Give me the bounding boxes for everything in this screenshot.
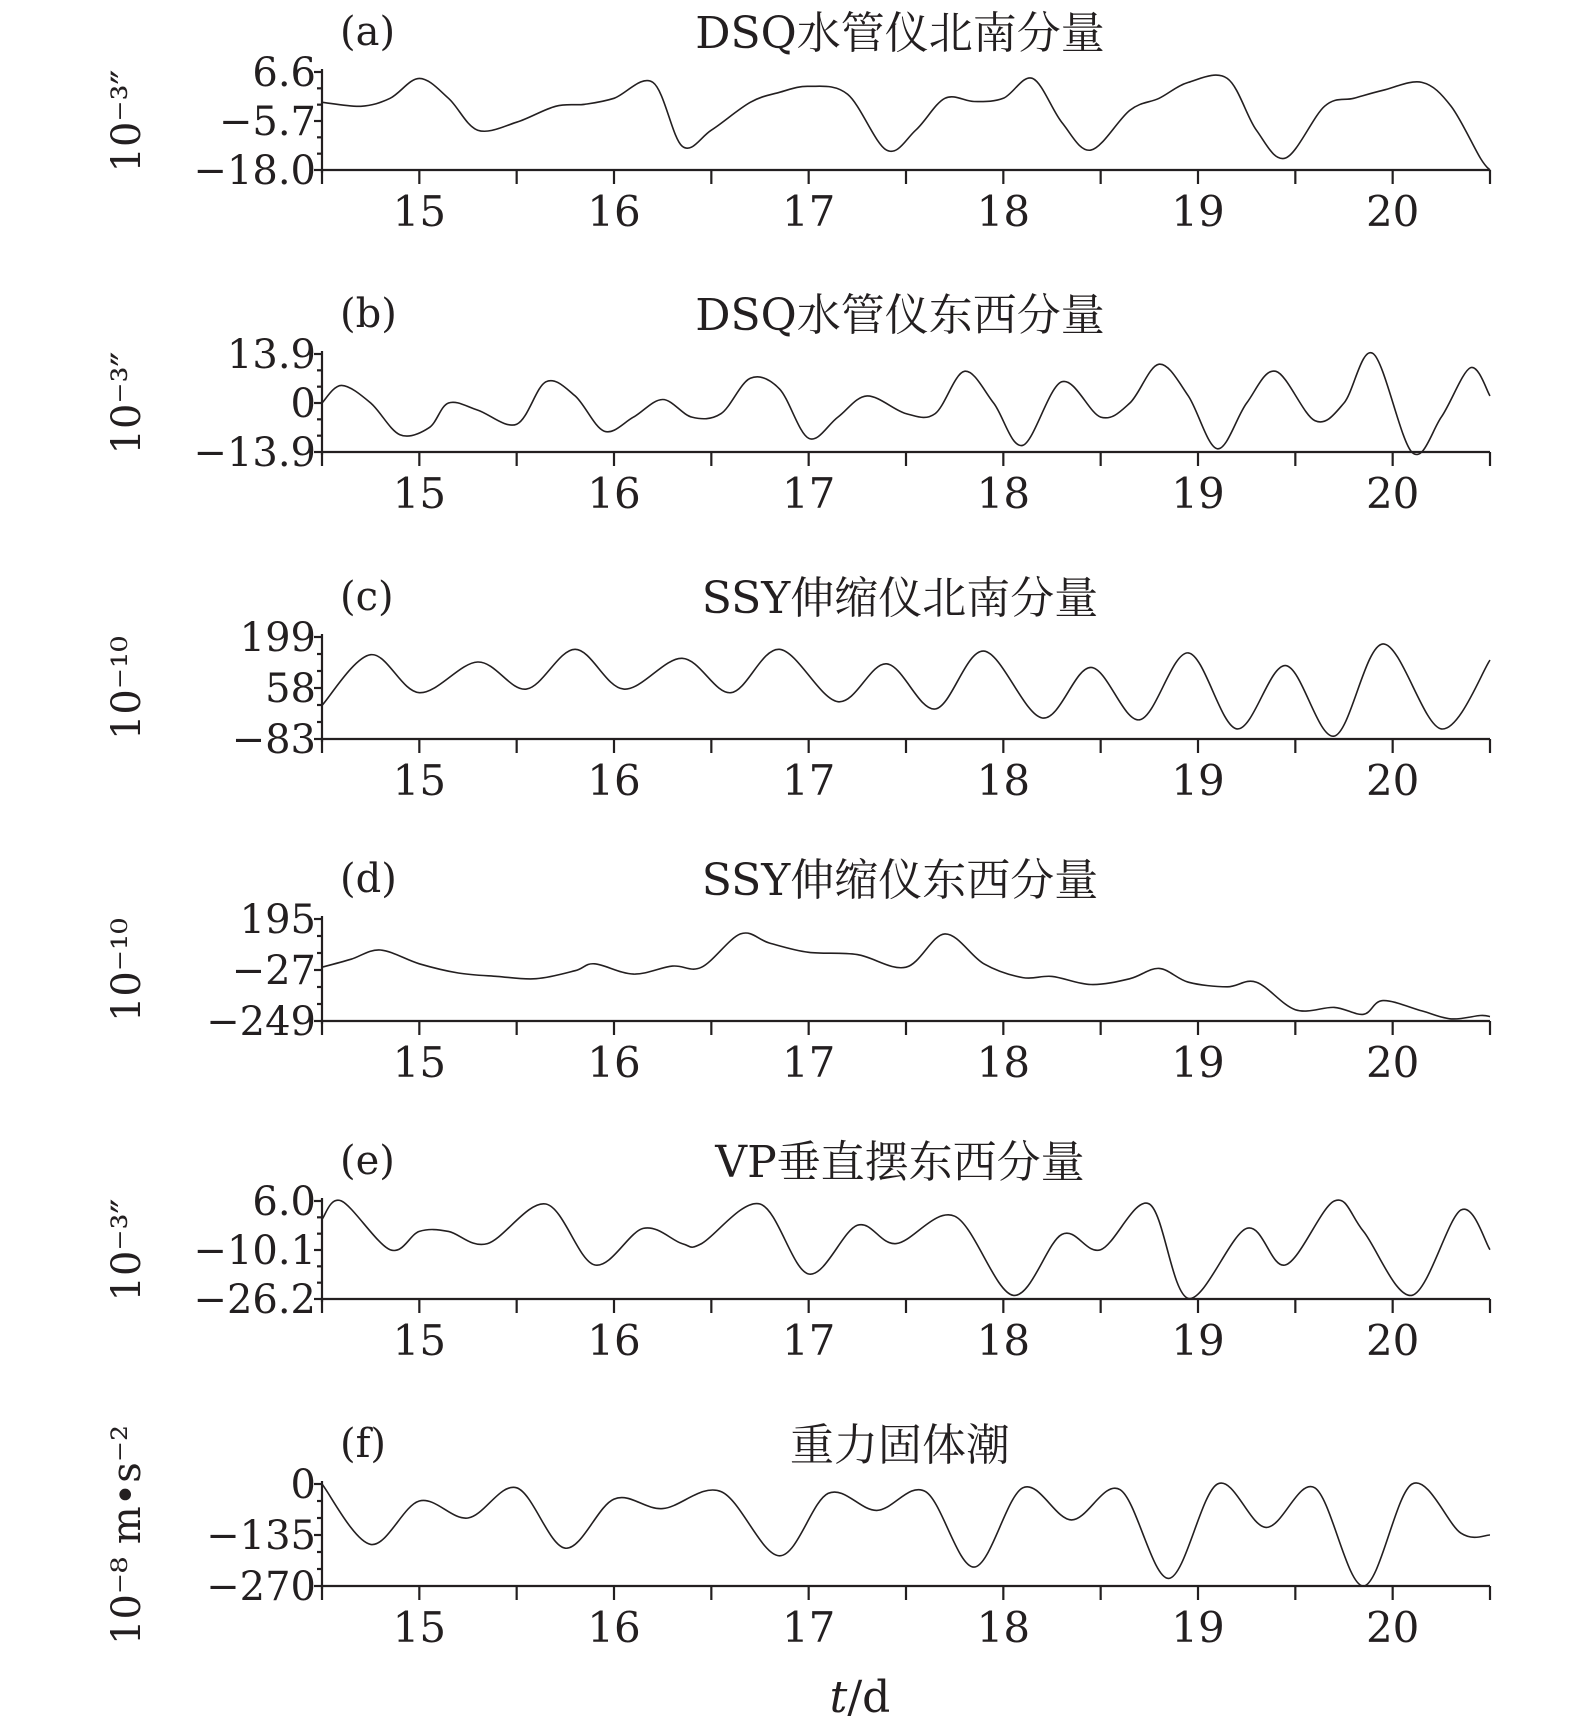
x-tick-label: 18 bbox=[976, 469, 1031, 518]
x-tick-label: 20 bbox=[1365, 1316, 1420, 1365]
panel-label: (c) bbox=[340, 574, 394, 620]
x-tick-label: 15 bbox=[392, 756, 447, 805]
x-tick-label: 18 bbox=[976, 1316, 1031, 1365]
x-tick-label: 20 bbox=[1365, 756, 1420, 805]
panel-label: (d) bbox=[340, 856, 397, 902]
x-tick-label: 16 bbox=[587, 1603, 641, 1652]
y-axis-unit-label: 10⁻³″ bbox=[104, 69, 150, 173]
y-tick-label: 58 bbox=[265, 666, 316, 712]
series-line bbox=[322, 1200, 1490, 1299]
chart-panel bbox=[104, 573, 1490, 805]
x-tick-label: 15 bbox=[392, 1038, 447, 1087]
y-tick-label: −5.7 bbox=[218, 99, 316, 145]
series-line bbox=[322, 1483, 1490, 1586]
chart-panel bbox=[104, 8, 1490, 236]
x-tick-label: 16 bbox=[587, 756, 641, 805]
y-tick-label: 199 bbox=[239, 615, 316, 661]
series-line bbox=[322, 933, 1490, 1019]
x-tick-label: 20 bbox=[1365, 187, 1420, 236]
y-tick-label: −27 bbox=[231, 948, 316, 994]
chart-title: DSQ水管仪北南分量 bbox=[695, 8, 1105, 59]
x-tick-label: 18 bbox=[976, 1038, 1031, 1087]
x-tick-label: 18 bbox=[976, 1603, 1031, 1652]
chart-panel bbox=[104, 1137, 1490, 1365]
x-tick-label: 16 bbox=[587, 1038, 641, 1087]
x-tick-label: 17 bbox=[781, 469, 836, 518]
chart-title: 重力固体潮 bbox=[790, 1420, 1010, 1471]
y-tick-label: −26.2 bbox=[193, 1277, 316, 1323]
y-tick-label: 0 bbox=[290, 381, 316, 427]
y-tick-label: 0 bbox=[290, 1462, 316, 1508]
x-tick-label: 15 bbox=[392, 1316, 447, 1365]
x-tick-label: 18 bbox=[976, 187, 1031, 236]
y-tick-label: 195 bbox=[239, 897, 316, 943]
x-tick-label: 17 bbox=[781, 1603, 836, 1652]
x-tick-label: 16 bbox=[587, 469, 641, 518]
y-tick-label: 6.6 bbox=[252, 50, 316, 96]
y-axis-unit-label: 10⁻³″ bbox=[104, 351, 150, 455]
chart-title: VP垂直摆东西分量 bbox=[715, 1137, 1085, 1188]
y-axis-unit-label: 10⁻¹⁰ bbox=[104, 635, 150, 741]
panel-label: (f) bbox=[340, 1421, 387, 1467]
y-tick-label: −135 bbox=[206, 1513, 316, 1559]
chart-panel bbox=[104, 1420, 1490, 1652]
x-tick-label: 19 bbox=[1171, 1603, 1225, 1652]
chart-title: SSY伸缩仪东西分量 bbox=[701, 855, 1099, 906]
chart-title: SSY伸缩仪北南分量 bbox=[701, 573, 1099, 624]
x-tick-label: 20 bbox=[1365, 1603, 1420, 1652]
x-tick-label: 19 bbox=[1171, 469, 1225, 518]
y-axis-unit-label: 10⁻³″ bbox=[104, 1198, 150, 1302]
y-tick-label: −249 bbox=[206, 999, 316, 1045]
y-tick-label: −83 bbox=[231, 717, 316, 763]
y-tick-label: −270 bbox=[206, 1564, 316, 1610]
chart-title: DSQ水管仪东西分量 bbox=[695, 290, 1105, 341]
series-line bbox=[322, 644, 1490, 736]
x-tick-label: 15 bbox=[392, 187, 447, 236]
x-axis-label bbox=[830, 1672, 891, 1723]
y-axis-unit-label: 10⁻⁸ m•s⁻² bbox=[104, 1425, 150, 1645]
x-tick-label: 20 bbox=[1365, 1038, 1420, 1087]
x-axis-label-unit: /d bbox=[847, 1672, 891, 1723]
x-tick-label: 16 bbox=[587, 187, 641, 236]
x-tick-label: 17 bbox=[781, 187, 836, 236]
chart-panel bbox=[104, 855, 1490, 1087]
y-tick-label: −18.0 bbox=[193, 148, 316, 194]
series-line bbox=[322, 75, 1490, 170]
x-tick-label: 15 bbox=[392, 469, 447, 518]
x-tick-label: 19 bbox=[1171, 187, 1225, 236]
x-axis-label-t: t bbox=[829, 1672, 848, 1723]
y-tick-label: 13.9 bbox=[226, 332, 316, 378]
x-tick-label: 16 bbox=[587, 1316, 641, 1365]
y-tick-label: 6.0 bbox=[252, 1179, 316, 1225]
y-tick-label: −13.9 bbox=[193, 430, 316, 476]
x-tick-label: 20 bbox=[1365, 469, 1420, 518]
panel-label: (a) bbox=[340, 9, 396, 55]
panels bbox=[104, 8, 1490, 1652]
panel-label: (b) bbox=[340, 291, 397, 337]
x-tick-label: 19 bbox=[1171, 756, 1225, 805]
series-line bbox=[322, 353, 1490, 455]
panel-label: (e) bbox=[340, 1138, 395, 1184]
chart-panel bbox=[104, 290, 1490, 518]
x-tick-label: 19 bbox=[1171, 1316, 1225, 1365]
x-tick-label: 15 bbox=[392, 1603, 447, 1652]
y-axis-unit-label: 10⁻¹⁰ bbox=[104, 917, 150, 1023]
x-tick-label: 17 bbox=[781, 1316, 836, 1365]
x-tick-label: 17 bbox=[781, 1038, 836, 1087]
x-tick-label: 18 bbox=[976, 756, 1031, 805]
x-tick-label: 19 bbox=[1171, 1038, 1225, 1087]
x-tick-label: 17 bbox=[781, 756, 836, 805]
y-tick-label: −10.1 bbox=[193, 1228, 316, 1274]
